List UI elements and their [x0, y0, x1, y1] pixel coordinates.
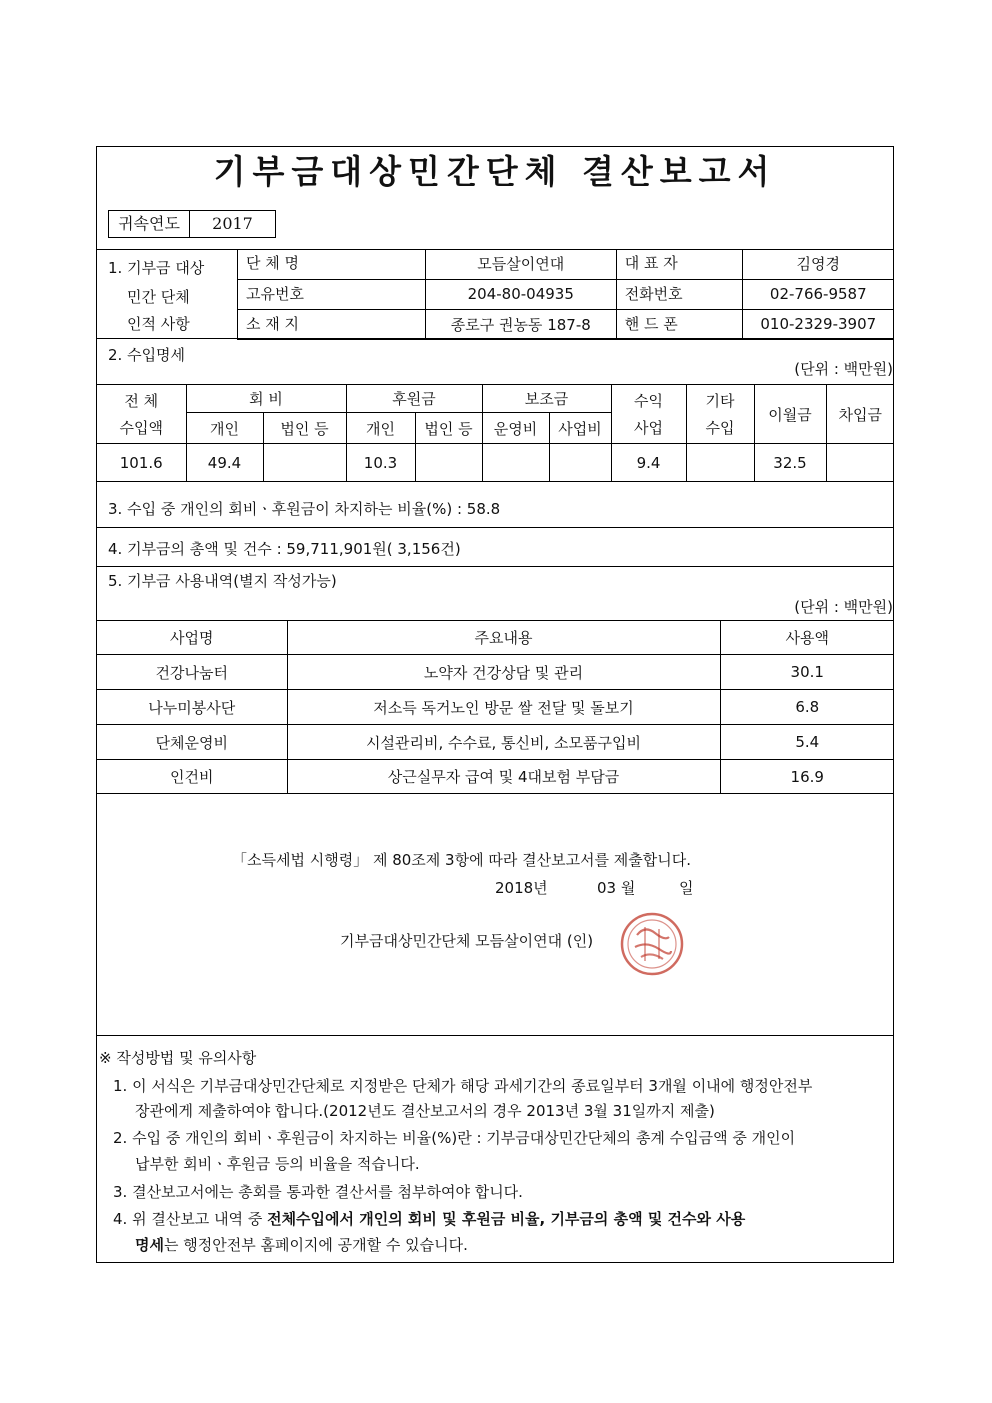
usage-content: 노약자 건강상담 및 관리: [287, 655, 720, 690]
loan-value: [826, 444, 894, 482]
carryover-value: 32.5: [754, 444, 826, 482]
submission-year: 2018년: [495, 879, 548, 897]
phone-value: 02-766-9587: [742, 279, 894, 309]
year-box: [108, 210, 276, 238]
donation-total-label: 4. 기부금의 총액 및 건수 :: [108, 540, 287, 558]
year-label: 귀속연도: [109, 211, 190, 237]
donation-total-line: [108, 538, 461, 559]
income-section-label: 2. 수입명세: [108, 346, 186, 364]
page-title: 기부금대상민간단체 결산보고서: [213, 152, 777, 191]
usage-amount: 30.1: [720, 655, 894, 690]
usage-name: 나누미봉사단: [97, 690, 287, 725]
mobile-label: 핸 드 폰: [616, 309, 742, 339]
official-seal-stamp: [615, 911, 689, 977]
org-section-label-3: 인적 사항: [127, 315, 190, 333]
signer: 기부금대상민간단체 모듬살이연대 (인): [340, 932, 594, 950]
total-income-header: 전 체 수입액: [97, 385, 186, 444]
reg-no-value: 204-80-04935: [425, 279, 616, 309]
income-table: [97, 384, 894, 482]
reg-no-label: 고유번호: [238, 279, 426, 309]
subsidy-biz-value: [549, 444, 611, 482]
usage-unit: (단위 : 백만원): [794, 598, 893, 616]
divider: [97, 338, 893, 339]
note-4a: 4. 위 결산보고 내역 중 전체수입에서 개인의 회비 및 후원금 비율, 기부금의 총액 및 건수와 사용: [113, 1210, 746, 1228]
ratio-line: [108, 498, 500, 519]
usage-amount: 5.4: [720, 725, 894, 760]
divider: [97, 566, 893, 567]
org-name-value: 모듬살이연대: [425, 249, 616, 279]
org-section-label-2: 민간 단체: [127, 288, 190, 306]
note-2b: 납부한 회비ㆍ후원금 등의 비율을 적습니다.: [135, 1155, 420, 1173]
note-1b: 장관에게 제출하여야 합니다.(2012년도 결산보고서의 경우 2013년 3월 31일까지 제출): [135, 1102, 715, 1120]
usage-amount: 16.9: [720, 760, 894, 794]
member-fee-header: 회 비: [186, 385, 346, 413]
note-4-bold: 전체수입에서 개인의 회비 및 후원금 비율, 기부금의 총액 및 건수와 사용: [267, 1210, 746, 1228]
ratio-label: 3. 수입 중 개인의 회비ㆍ후원금이 차지하는 비율(%) :: [108, 500, 467, 518]
member-individual-value: 49.4: [186, 444, 263, 482]
ratio-value: 58.8: [466, 500, 501, 518]
rep-label: 대 표 자: [616, 249, 742, 279]
sponsor-individual-value: 10.3: [346, 444, 415, 482]
note-1a: 1. 이 서식은 기부금대상민간단체로 지정받은 단체가 해당 과세기간의 종료일부터 3개월 이내에 행정안전부: [113, 1077, 813, 1095]
usage-header-name: 사업명: [97, 621, 287, 655]
table-row: [97, 725, 894, 760]
total-income-value: 101.6: [97, 444, 186, 482]
usage-name: 건강나눔터: [97, 655, 287, 690]
usage-section-label: 5. 기부금 사용내역(별지 작성가능): [108, 572, 337, 590]
loan-header: 차입금: [826, 385, 894, 444]
sponsor-individual-header: 개인: [346, 413, 415, 444]
org-name-label: 단 체 명: [238, 249, 426, 279]
org-section-label-1: 1. 기부금 대상: [108, 259, 205, 277]
subsidy-op-header: 운영비: [482, 413, 549, 444]
other-income-header: 기타 수입: [686, 385, 754, 444]
address-value: 종로구 권농동 187-8: [425, 309, 616, 339]
subsidy-op-value: [482, 444, 549, 482]
year-value: 2017: [212, 214, 253, 233]
org-info-table: [237, 249, 894, 340]
note-3: 3. 결산보고서에는 총회를 통과한 결산서를 첨부하여야 합니다.: [113, 1183, 523, 1201]
usage-content: 시설관리비, 수수료, 통신비, 소모품구입비: [287, 725, 720, 760]
income-unit: (단위 : 백만원): [794, 360, 893, 378]
divider: [97, 1035, 893, 1036]
member-corp-value: [263, 444, 346, 482]
note-4b: 명세는 행정안전부 홈페이지에 공개할 수 있습니다.: [135, 1236, 468, 1254]
subsidy-header: 보조금: [482, 385, 611, 413]
profit-business-header: 수익 사업: [611, 385, 686, 444]
usage-name: 인건비: [97, 760, 287, 794]
table-row: [97, 655, 894, 690]
sponsor-header: 후원금: [346, 385, 482, 413]
note-2a: 2. 수입 중 개인의 회비ㆍ후원금이 차지하는 비율(%)란 : 기부금대상민간단체의 총계 수입금액 중 개인이: [113, 1129, 796, 1147]
mobile-value: 010-2329-3907: [742, 309, 894, 339]
sponsor-corp-value: [415, 444, 482, 482]
member-corp-header: 법인 등: [263, 413, 346, 444]
usage-name: 단체운영비: [97, 725, 287, 760]
notes-heading: ※ 작성방법 및 유의사항: [99, 1049, 257, 1067]
divider: [97, 527, 893, 528]
usage-header-amount: 사용액: [720, 621, 894, 655]
table-row: [97, 690, 894, 725]
note-4-bold-2: 명세: [135, 1236, 164, 1254]
submission-day: 일: [679, 879, 694, 897]
report-form: [96, 146, 894, 1263]
member-individual-header: 개인: [186, 413, 263, 444]
phone-label: 전화번호: [616, 279, 742, 309]
donation-total-value: 59,711,901원( 3,156건): [286, 540, 461, 558]
usage-content: 저소득 독거노인 방문 쌀 전달 및 돌보기: [287, 690, 720, 725]
usage-table: [97, 620, 894, 794]
profit-business-value: 9.4: [611, 444, 686, 482]
carryover-header: 이월금: [754, 385, 826, 444]
sponsor-corp-header: 법인 등: [415, 413, 482, 444]
other-income-value: [686, 444, 754, 482]
usage-content: 상근실무자 급여 및 4대보험 부담금: [287, 760, 720, 794]
address-label: 소 재 지: [238, 309, 426, 339]
subsidy-biz-header: 사업비: [549, 413, 611, 444]
usage-header-content: 주요내용: [287, 621, 720, 655]
submission-month: 03 월: [597, 879, 636, 897]
usage-amount: 6.8: [720, 690, 894, 725]
submission-statement: 「소득세법 시행령」 제 80조제 3항에 따라 결산보고서를 제출합니다.: [232, 851, 692, 869]
rep-value: 김영경: [742, 249, 894, 279]
table-row: [97, 760, 894, 794]
